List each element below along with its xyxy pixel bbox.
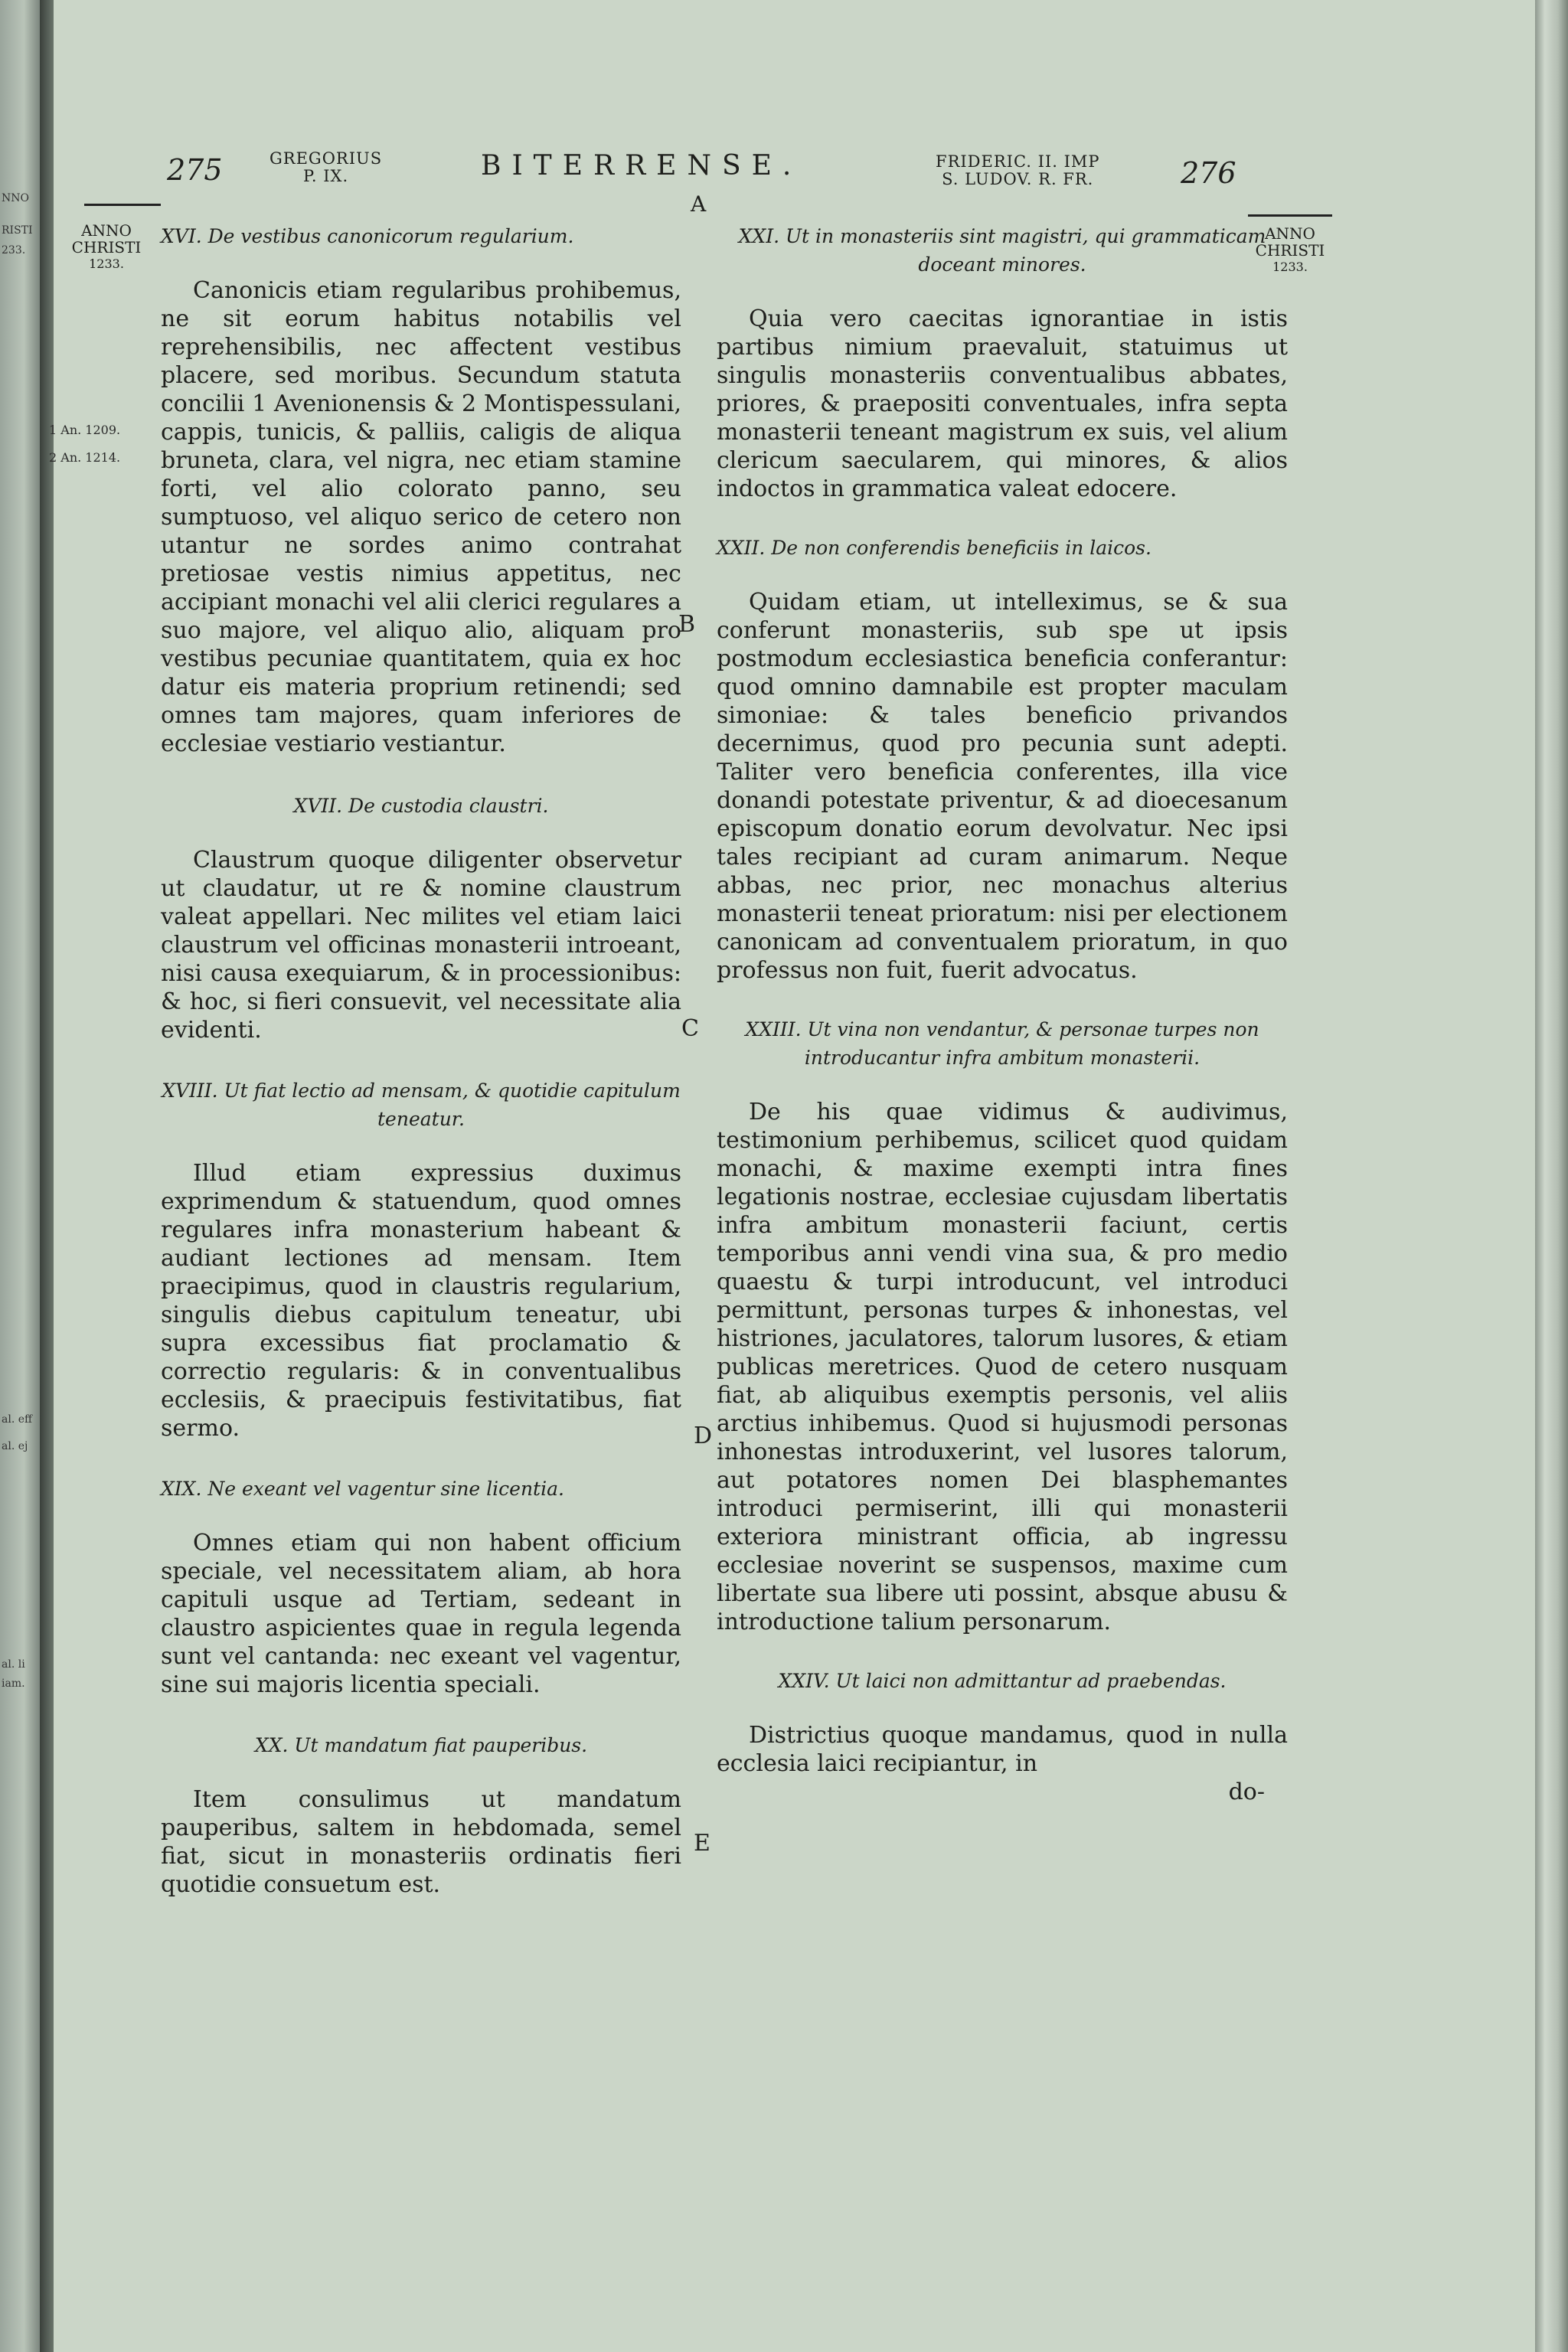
left-fragment-note4: iam. — [2, 1677, 25, 1690]
left-column — [161, 222, 681, 1899]
section-letter-d: D — [694, 1423, 713, 1449]
document-page — [49, 0, 1535, 2352]
anno-left-line1: ANNO — [81, 221, 132, 240]
left-fragment-year: 233. — [2, 244, 26, 256]
section-letter-b: B — [678, 611, 696, 638]
left-fragment-note3: al. li — [2, 1658, 25, 1671]
anno-right-year: 1233. — [1272, 260, 1308, 274]
anno-right-line1: ANNO — [1265, 224, 1315, 243]
rule-right — [1248, 214, 1332, 217]
header-ruler-line1: FRIDERIC. II. IMP — [936, 152, 1100, 171]
paragraph-xix: Omnes etiam qui non habent officium speciale, vel necessitatem aliam, ab hora capituli usque ad Tertiam, sedeant in claustro aspicientes quae in regula legenda sunt vel cantanda: nec exeant vel vagentur, sine sui majoris licentia speciali. — [161, 1530, 681, 1698]
heading-xvi: XVI. De vestibus canonicorum regularium. — [161, 225, 574, 247]
section-letter-c: C — [681, 1015, 699, 1042]
left-page-fragment — [0, 0, 40, 2352]
paragraph-xxiv: Districtius quoque mandamus, quod in nulla ecclesia laici recipiantur, in — [717, 1722, 1288, 1777]
section-letter-a: A — [691, 191, 707, 217]
heading-xx: XX. Ut mandatum fiat pauperibus. — [254, 1734, 588, 1756]
heading-xvii: XVII. De custodia claustri. — [293, 795, 549, 817]
anno-right-line2: CHRISTI — [1255, 241, 1325, 260]
heading-xxiii: XXIII. Ut vina non vendantur, & personae turpes non introducantur infra ambitum monasterii. — [745, 1018, 1259, 1069]
header-pope-line2: P. IX. — [302, 167, 349, 185]
left-fragment-note1: al. eff — [2, 1413, 32, 1426]
heading-xix: XIX. Ne exeant vel vagentur sine licentia. — [161, 1478, 564, 1500]
anno-left-year: 1233. — [89, 256, 124, 271]
paragraph-xvi: Canonicis etiam regularibus prohibemus, ne sit eorum habitus notabilis vel reprehensibilis, nec affectent vestibus placere, sed moribus. Secundum statuta concilii 1 Avenionensis & 2 Montispessulani, cappis, tunicis, & palliis, caligis de aliqua bruneta, clara, vel nigra, nec etiam stamine forti, vel alio colorato panno, seu sumptuoso, vel aliquo serico de cetero non utantur ne sordes animo contrahat pretiosae vestis nimius appetitus, nec accipiant monachi vel alii clerici regulares a suo majore, vel aliquo alio, aliquam pro vestibus pecuniae quantitatem, quia ex hoc datur eis materia proprium retinendi; sed omnes tam majores, quam inferiores de ecclesiae vestiario vestiantur. — [161, 277, 681, 757]
catchword: do- — [1228, 1779, 1265, 1805]
paragraph-xxi: Quia vero caecitas ignorantiae in istis partibus nimium praevaluit, statuimus ut singulis monasteriis conventualibus abbates, priores, & praepositi conventuales, infra septa monasterii teneant magistrum ex suis, vel alium clericum saecularem, qui minores, & alios indoctos in grammatica valeat edocere. — [717, 305, 1288, 502]
left-fragment-note2: al. ej — [2, 1440, 28, 1452]
heading-xxii: XXII. De non conferendis beneficiis in laicos. — [717, 537, 1152, 559]
paragraph-xx: Item consulimus ut mandatum pauperibus, saltem in hebdomada, semel fiat, sicut in monasteriis ordinatis fieri quotidie consuetum est. — [161, 1786, 681, 1898]
anno-left-line2: CHRISTI — [71, 238, 142, 256]
header-pope — [270, 150, 382, 185]
left-fragment-anno: NNO — [2, 192, 29, 204]
page-edge-right — [1535, 0, 1568, 2352]
header-ruler — [936, 153, 1100, 188]
paragraph-xvii: Claustrum quoque diligenter observetur ut claudatur, ut re & nomine claustrum valeat appellari. Nec milites vel etiam laici claustrum vel officinas monasterii introeant, nisi causa exequiarum, & in processionibus: & hoc, si fieri consuevit, vel necessitate alia evidenti. — [161, 847, 681, 1044]
margin-note-2: 2 An. 1214. — [49, 450, 121, 465]
heading-xxiv: XXIV. Ut laici non admittantur ad praebendas. — [778, 1670, 1227, 1692]
header-ruler-line2: S. LUDOV. R. FR. — [942, 170, 1094, 188]
anno-christi-left — [64, 222, 149, 273]
heading-xxi: XXI. Ut in monasteriis sint magistri, qui grammaticam doceant minores. — [738, 225, 1266, 276]
paragraph-xviii: Illud etiam expressius duximus exprimendum & statuendum, quod omnes regulares infra monasterium habeant & audiant lectiones ad mensam. Item praecipimus, quod in claustris regularium, singulis diebus capitulum teneatur, ubi supra excessibus fiat proclamatio & correctio regularis: & in conventualibus ecclesiis, & praecipuis festivitatibus, fiat sermo. — [161, 1160, 681, 1442]
book-gutter — [40, 0, 54, 2352]
heading-xviii: XVIII. Ut fiat lectio ad mensam, & quotidie capitulum teneatur. — [162, 1080, 681, 1130]
margin-note-1: 1 An. 1209. — [49, 423, 121, 437]
page-number-left: 275 — [167, 153, 223, 187]
page-number-right: 276 — [1181, 156, 1236, 190]
section-letter-e: E — [694, 1830, 710, 1857]
rule-left — [84, 204, 161, 206]
right-column — [717, 222, 1288, 1806]
paragraph-xxii: Quidam etiam, ut intelleximus, se & sua conferunt monasteriis, sub spe ut ipsis postmodum ecclesiastica beneficia conferantur: quod omnino damnabile est propter maculam simoniae: & tales beneficio privandos decernimus, quod pro pecunia sunt adepti. Taliter vero beneficia conferentes, illa vice donandi potestate priventur, & ad dioecesanum episcopum donatio eorum devolvatur. Nec ipsi tales recipiant ad curam animarum. Neque abbas, nec prior, nec monachus alterius monasterii teneat prioratum: nisi per electionem canonicam ad conventualem prioratum, in quo professus non fuit, fuerit advocatus. — [717, 589, 1288, 984]
header-pope-line1: GREGORIUS — [270, 149, 383, 168]
page-title: BITERRENSE. — [481, 150, 802, 181]
left-fragment-christi: RISTI — [2, 224, 33, 237]
paragraph-xxiii: De his quae vidimus & audivimus, testimonium perhibemus, scilicet quod quidam monachi, & maxime exempti intra fines legationis nostrae, ecclesiae cujusdam libertatis infra ambitum monasterii faciunt, certis temporibus anni vendi vina sua, & pro medio quaestu & turpi introducunt, vel introduci permittunt, personas turpes & inhonestas, vel histriones, jaculatores, talorum lusores, & etiam publicas meretrices. Quod de cetero nusquam fiat, ab aliquibus exemptis personis, vel aliis arctius inhibemus. Quod si hujusmodi personas inhonestas introduxerint, vel lusores talorum, aut potatores nomen Dei blasphemantes introduci permiserint, illi qui monasterii exteriora ministrant officia, ab ingressu ecclesiae noverint se suspensos, maxime cum libertate sua libere uti possint, absque abusu & introductione talium personarum. — [717, 1099, 1288, 1635]
